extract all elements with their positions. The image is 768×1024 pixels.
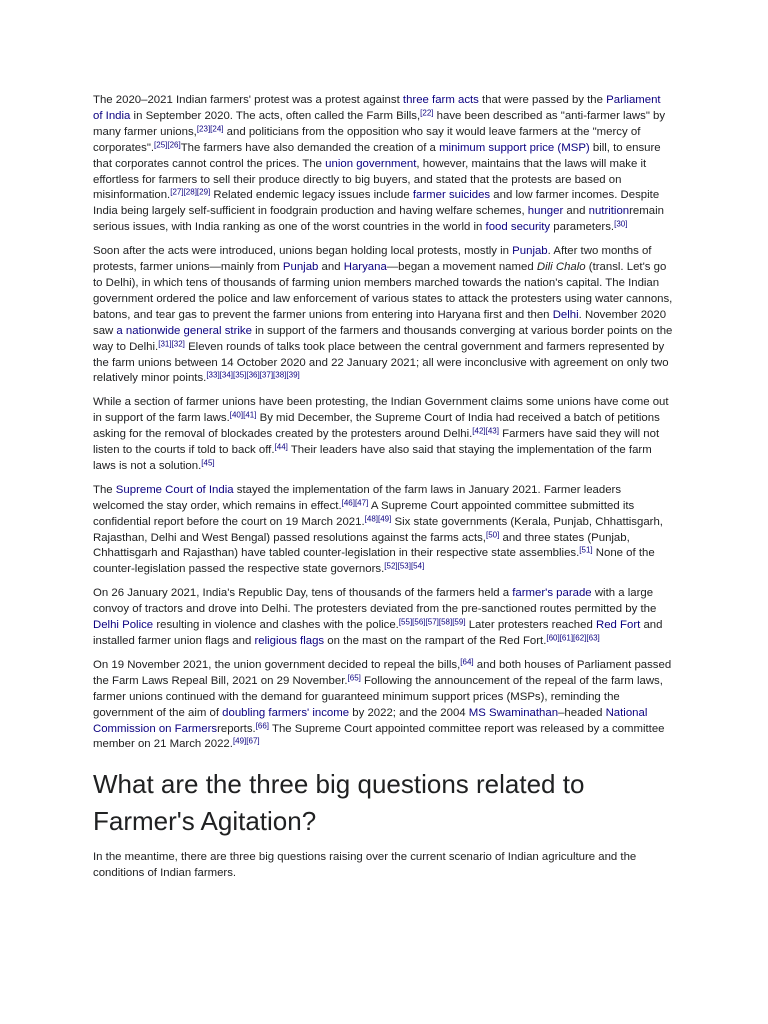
text-run: reports. (217, 722, 256, 735)
wiki-link[interactable]: Parliament of India (93, 94, 661, 122)
body-paragraph (93, 658, 673, 753)
citation-ref-link[interactable]: [44] (274, 442, 288, 452)
citation-ref-link[interactable]: [46][47] (341, 498, 369, 508)
text-run: and politicians from the opposition who say it would leave farmers at the "mercy of corporates". (93, 125, 641, 154)
citation-ref-link[interactable]: [65] (347, 673, 361, 683)
wiki-link[interactable]: Supreme Court of India (115, 483, 234, 496)
text-run: parameters. (550, 221, 615, 234)
citation-ref-link[interactable]: [25][26] (154, 140, 181, 150)
italic-text: Dili Chalo (536, 261, 586, 274)
wiki-link[interactable]: union government (325, 157, 417, 170)
text-run: , however, maintains that the laws will make it effortless for farmers to sell their produce directly to big buyers, and stated that the protests are based on misinformation. (93, 157, 647, 202)
body-paragraph (93, 395, 673, 475)
text-run: and (318, 261, 344, 274)
text-run: The 2020–2021 Indian farmers' protest was a protest against (93, 94, 403, 106)
text-run: Soon after the acts were introduced, unions began holding local protests, mostly in (93, 245, 513, 258)
text-run: (transl. Let's go to Delhi), in which tens of thousands of farming union members marched towards the nation's capital. The Indian government ordered the police and law enforcement of various states to attack the protesters using water cannons, batons, and tear gas to prevent the farmer unions from entering into Haryana first and then (93, 261, 673, 321)
citation-ref-link[interactable]: [50] (485, 530, 500, 540)
text-run: Their leaders have also said that staying the implementation of the farm laws is not a solution. (93, 444, 652, 472)
citation-ref-link[interactable]: [48][49] (364, 514, 392, 524)
text-run: Six state governments (Kerala, Punjab, Chhattisgarh, Rajasthan, Delhi and West Bengal) passed resolutions against the farms acts, (93, 515, 663, 544)
wiki-link[interactable]: Delhi Police (93, 619, 154, 632)
text-run: . After two months of protests, farmer unions—mainly from (93, 245, 652, 274)
wiki-link[interactable]: National Commission on Farmers (93, 706, 648, 735)
citation-ref-link[interactable]: [51] (579, 545, 593, 555)
text-run: While a section of farmer unions have been protesting, the Indian Government claims some unions have come out in support of the farm laws. (93, 396, 669, 425)
body-paragraph (93, 93, 673, 236)
wiki-link[interactable]: MS Swaminathan (468, 706, 559, 719)
citation-ref-link[interactable]: [33][34][35][36][37][38][39] (206, 370, 300, 380)
section-heading: What are the three big questions related to Farmer's Agitation? (93, 769, 585, 837)
text-run: Later protesters reached (465, 619, 596, 632)
wiki-link[interactable]: nutrition (588, 205, 630, 218)
text-run: and three states (Punjab, Chhattisgarh and Rajasthan) have tabled counter-legislation in their respective state assemblies. (93, 531, 630, 560)
text-run: —began a movement named (386, 261, 537, 274)
body-paragraph (93, 586, 673, 650)
text-run: The Supreme Court appointed committee report was released by a committee member on 21 March 2022. (93, 722, 665, 751)
citation-ref-link[interactable]: [23][24] (196, 124, 224, 134)
text-run: Farmers have said they will not listen to the courts if told to back off. (93, 428, 660, 457)
article-body (93, 93, 673, 890)
citation-ref-link[interactable]: [52][53][54] (384, 561, 425, 571)
text-run: and low farmer incomes. Despite India being largely self-sufficient in foodgrain production and having welfare schemes, (93, 189, 660, 218)
wiki-link[interactable]: farmer suicides (412, 189, 491, 202)
wiki-link[interactable]: Delhi (552, 308, 579, 321)
wiki-link[interactable]: a nationwide general strike (116, 324, 252, 337)
text-run: resulting in violence and clashes with the police. (153, 619, 399, 632)
text-run: –headed (558, 706, 606, 719)
citation-ref-link[interactable]: [22] (420, 108, 434, 118)
text-run: in support of the farmers and thousands converging at various border points on the way to Delhi. (93, 324, 673, 353)
citation-ref-link[interactable]: [40][41] (229, 410, 257, 420)
closing-paragraph: In the meantime, there are three big questions raising over the current scenario of Indian agriculture and the conditions of Indian farmers. (93, 851, 637, 880)
text-run: A Supreme Court appointed committee submitted its confidential report before the court on 19 March 2021. (93, 499, 635, 528)
wiki-link[interactable]: Punjab (512, 245, 548, 258)
body-paragraph (93, 483, 673, 578)
wiki-link[interactable]: Red Fort (595, 619, 641, 632)
text-run: with a large convoy of tractors and drove into Delhi. The protesters deviated from the pre-sanctioned routes permitted by the (93, 587, 657, 616)
text-run: and (563, 205, 589, 218)
citation-ref-link[interactable]: [64] (460, 657, 474, 667)
text-run: stayed the implementation of the farm laws in January 2021. Farmer leaders welcomed the stay order, which remains in effect. (93, 483, 622, 512)
text-run: on the mast on the rampart of the Red Fort. (324, 635, 547, 647)
citation-ref-link[interactable]: [30] (614, 219, 628, 229)
wiki-link[interactable]: food security (485, 221, 551, 234)
paragraph-list (93, 93, 673, 753)
wiki-link[interactable]: Haryana (343, 261, 387, 274)
citation-ref-link[interactable]: [45] (201, 458, 215, 468)
citation-ref-link[interactable]: [66] (255, 721, 270, 731)
text-run: have been described as "anti-farmer laws" by many farmer unions, (93, 109, 666, 138)
wiki-link[interactable]: hunger (527, 205, 564, 218)
text-run: by 2022; and the 2004 (349, 706, 469, 719)
text-run: bill, to ensure that corporates cannot control the prices. The (93, 141, 661, 170)
text-run: On 19 November 2021, the union government decided to repeal the bills, (93, 658, 461, 671)
citation-ref-link[interactable]: [31][32] (158, 339, 185, 349)
text-run: Eleven rounds of talks took place between the central government and farmers represented by the farm unions between 14 October 2020 and 22 January 2021; all were inconclusive with agreement on only two relatively minor points. (93, 340, 669, 385)
text-run: None of the counter-legislation passed the respective state governors. (93, 547, 655, 576)
citation-ref-link[interactable]: [60][61][62][63] (546, 633, 600, 643)
wiki-link[interactable]: three farm acts (402, 94, 479, 106)
citation-ref-link[interactable]: [27][28][29] (170, 187, 211, 197)
text-run: Following the announcement of the repeal of the farm laws, farmer unions continued with the demand for guaranteed minimum support prices (MSPs), reminding the government of the aim of (93, 674, 663, 719)
text-run: that were passed by the (478, 94, 607, 106)
text-run: The farmers have also demanded the creation of a (180, 141, 440, 154)
body-paragraph (93, 244, 673, 387)
wiki-link[interactable]: doubling farmers' income (222, 706, 350, 719)
citation-ref-link[interactable]: [55][56][57][58][59] (398, 617, 466, 627)
text-run: and both houses of Parliament passed the Farm Laws Repeal Bill, 2021 on 29 November. (93, 658, 672, 687)
text-run: in September 2020. The acts, often called the Farm Bills, (130, 109, 421, 122)
text-run: remain serious issues, with India ranking as one of the worst countries in the world in (93, 205, 664, 234)
wiki-link[interactable]: religious flags (254, 635, 325, 647)
text-run: Related endemic legacy issues include (210, 189, 413, 202)
text-run: By mid December, the Supreme Court of India had received a batch of petitions asking for the removal of blockades created by the protesters around Delhi. (93, 412, 660, 441)
wiki-link[interactable]: Punjab (282, 261, 319, 274)
text-run: and installed farmer union flags and (93, 619, 663, 647)
text-run: The (93, 483, 116, 496)
text-run: . November 2020 saw (93, 308, 667, 337)
citation-ref-link[interactable]: [49][67] (232, 736, 260, 746)
wiki-link[interactable]: minimum support price (MSP) (439, 141, 590, 154)
text-run: On 26 January 2021, India's Republic Day, tens of thousands of the farmers held a (93, 587, 513, 600)
wiki-link[interactable]: farmer's parade (512, 587, 592, 600)
citation-ref-link[interactable]: [42][43] (472, 426, 499, 436)
